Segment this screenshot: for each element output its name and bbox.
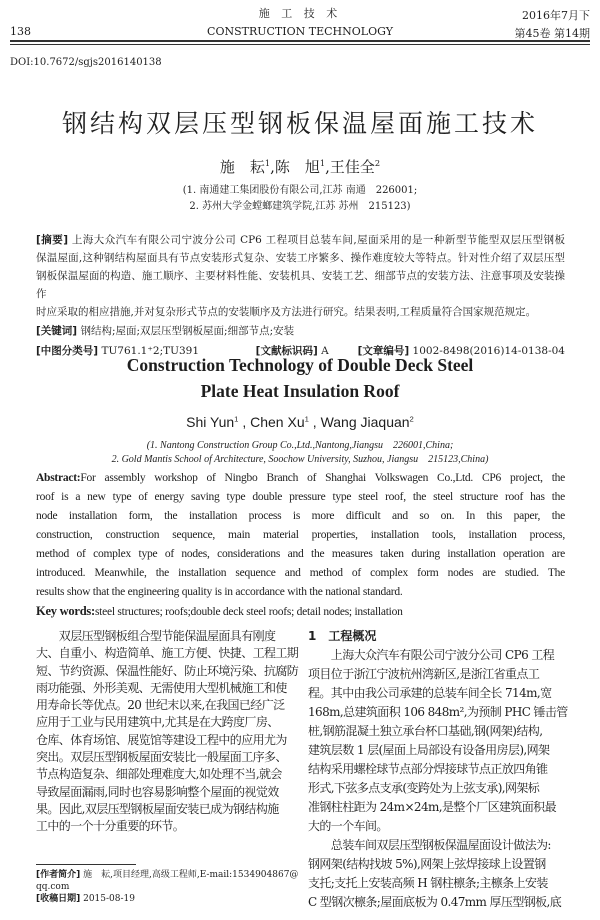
article-no-label: [文章编号] xyxy=(357,345,410,357)
body-line: 168m,总建筑面积 106 848m²,为预制 PHC 锤击管 xyxy=(308,705,568,719)
abstract-line: 钢板保温屋面的构造、施工顺序、主要材料性能、安装机具、安装工艺、细部节点的安装方法、注意事项及安装操作 xyxy=(36,270,565,300)
keywords-label: Key words: xyxy=(36,604,95,618)
issue-volume: 第45卷 第14期 xyxy=(514,27,590,40)
title-en-1: Construction Technology of Double Deck Steel xyxy=(126,355,474,375)
bio-text-cont: qq.com xyxy=(36,882,70,892)
body-line: 大的一个车间。 xyxy=(308,819,388,833)
keywords-cn xyxy=(36,322,565,340)
section-heading: 1 工程概况 xyxy=(308,629,377,643)
abstract-line: node installation form, the installation process is more difficult and so on. In this paper, the xyxy=(36,510,565,522)
abstract-line: introduced. Meanwhile, the installation sequence and method of complex form nodes are studied. The xyxy=(36,567,565,579)
abstract-text: 上海大众汽车有限公司宁波分公司 CP6 工程项目总装车间,屋面采用的是一种新型节能型双层压型钢板 xyxy=(71,234,565,246)
abstract-line: roof is a new type of energy saving type double pressure type steel roof, the steel structure roof has the xyxy=(36,491,565,503)
authors-cn: 施 耘$^1$,陈 旭$^1$,王佳全$^2$ xyxy=(219,158,381,176)
body-line: 用寿命长等优点。20 世纪末以来,在我国已经广泛 xyxy=(36,698,285,713)
body-line: 项目位于浙江宁波杭州湾新区,是浙江省重点工 xyxy=(308,667,540,681)
received-date xyxy=(36,893,298,905)
abstract-line: 时应采取的相应措施,并对复杂形式节点的安装顺序及方法进行研究。结果表明,工程质量符合国家规范规定。 xyxy=(36,306,537,318)
body-line: 果。因此,双层压型钢板屋面安装已成为钢结构施 xyxy=(36,801,279,816)
keywords-en xyxy=(36,602,565,622)
keywords-text: steel structures; roofs;double deck steel roofs; detail nodes; installation xyxy=(94,606,403,618)
body-left-column xyxy=(36,628,299,836)
body-line: 上海大众汽车有限公司宁波分公司 CP6 工程 xyxy=(308,648,555,662)
date-text: 2015-08-19 xyxy=(83,894,135,904)
keywords-label: [关键词] xyxy=(36,325,78,337)
keywords-text: 钢结构;屋面;双层压型钢板屋面;细部节点;安装 xyxy=(80,325,295,337)
body-line: 总装车间双层压型钢板保温屋面设计做法为: xyxy=(308,838,551,852)
author-name: Shi Yun xyxy=(186,414,235,430)
author-sup: 1 xyxy=(234,414,239,424)
body-line: 短、节约资源、保温性能好、防止环境污染、抗腐防 xyxy=(36,663,299,678)
author-sup: 2 xyxy=(374,158,381,168)
author-bio xyxy=(36,869,298,881)
body-line: 仓库、体育场馆、展览馆等建设工程中的应用尤为 xyxy=(36,732,287,747)
clc-label: [中图分类号] xyxy=(36,345,99,357)
body-line: 双层压型钢板组合型节能保温屋面具有刚度 xyxy=(36,629,276,643)
body-line: 桩,钢筋混凝土独立承台杯口基础,钢(网架)结构, xyxy=(308,724,543,738)
body-line: 雨功能强、外形美观、无需使用大型机械施工和使 xyxy=(36,680,287,695)
affiliation-en-1: (1. Nantong Construction Group Co.,Ltd.,Nantong,Jiangsu 226001,China; xyxy=(146,440,454,451)
body-right-column xyxy=(308,627,570,912)
affiliation-cn-1: (1. 南通建工集团股份有限公司,江苏 南通 226001; xyxy=(182,185,418,196)
body-line: 突出。双层压型钢板屋面安装比一般屋面工序多、 xyxy=(36,750,287,765)
body-line: 钢网架(结构找坡 5%),网架上弦焊接球上设置钢 xyxy=(308,857,546,871)
article-no-text: 1002-8498(2016)14-0138-04 xyxy=(412,345,565,357)
clc-text: TU761.1⁺2;TU391 xyxy=(101,345,200,357)
body-line: 应用于工业与民用建筑中,尤其是在大跨度厂房、 xyxy=(36,715,279,730)
footnote-rule xyxy=(36,864,136,865)
abstract-label: Abstract: xyxy=(36,472,81,484)
abstract-line: 保温屋面,这种钢结构屋面具有节点安装形式复杂、安装工序繁多、操作难度较大等特点。针对性介绍了双层压型 xyxy=(36,252,565,264)
author-name: 王佳全 xyxy=(329,158,375,176)
body-line: 导致屋面漏雨,同时也容易影响整个屋面的视觉效 xyxy=(36,784,279,799)
doi: DOI:10.7672/sgjs2016140138 xyxy=(10,57,162,68)
journal-name-cn: 施 工 技 术 xyxy=(258,7,342,20)
body-line: 大、自重小、构造简单、施工方便、快捷、工程工期 xyxy=(36,646,299,661)
body-line: 形式,下弦多点支承(变跨处为上弦支承),网架标 xyxy=(308,781,540,795)
header-rule xyxy=(10,40,590,42)
body-line: 结构采用螺栓球节点部分焊接球节点正放四角锥 xyxy=(308,762,548,776)
doc-code-label: [文献标识码] xyxy=(255,345,318,357)
abstract-en xyxy=(36,469,565,622)
body-line: 准钢柱柱距为 24m×24m,是整个厂区建筑面积最 xyxy=(308,800,556,814)
author-name: Chen Xu xyxy=(250,414,305,430)
body-line: 程。其中由我公司承建的总装车间全长 714m,宽 xyxy=(308,686,552,700)
author-sup: 1 xyxy=(264,158,271,168)
abstract-line: results show that the engineering quality is in accordance with the national standard. xyxy=(36,586,403,598)
abstract-text: For assembly workshop of Ningbo Branch of Shanghai Volkswagen Co.,Ltd. CP6 project, the xyxy=(80,472,565,484)
abstract-line xyxy=(36,469,565,488)
footnote xyxy=(36,869,298,905)
abstract-label: [摘要] xyxy=(36,234,68,246)
bio-label: [作者简介] xyxy=(36,870,81,880)
author-sup: 1 xyxy=(304,414,309,424)
date-label: [收稿日期] xyxy=(36,894,81,904)
issue-date: 2016年7月下 xyxy=(522,9,590,22)
doc-code-text: A xyxy=(321,345,329,357)
abstract-line xyxy=(36,231,565,249)
body-line: 工中的一个十分重要的环节。 xyxy=(36,819,185,834)
body-line: C 型钢次檩条;屋面底板为 0.47mm 厚压型钢板,底 xyxy=(308,895,562,909)
journal-name-en: CONSTRUCTION TECHNOLOGY xyxy=(207,25,393,38)
header-rule-thin xyxy=(10,44,590,45)
title-cn: 钢结构双层压型钢板保温屋面施工技术 xyxy=(61,109,538,138)
bio-text: 施 耘,项目经理,高级工程师,E-mail:1534904867@ xyxy=(83,870,299,880)
affiliation-en-2: 2. Gold Mantis School of Architecture, Soochow University, Suzhou, Jiangsu 215123,China) xyxy=(111,454,489,465)
body-line: 支托;支托上安装高频 H 钢柱檩条;主檩条上安装 xyxy=(308,876,548,890)
author-name: 施 耘 xyxy=(219,158,265,176)
authors-en: Shi Yun$^1$ , Chen Xu$^1$ , Wang Jiaquan$^2$ xyxy=(186,414,414,430)
author-sup: 1 xyxy=(319,158,326,168)
body-line: 节点构造复杂、细部处理难度大,如处理不当,就会 xyxy=(36,767,282,782)
affiliation-cn-2: 2. 苏州大学金螳螂建筑学院,江苏 苏州 215123) xyxy=(189,201,411,212)
author-name: 陈 旭 xyxy=(274,158,320,176)
title-en-2: Plate Heat Insulation Roof xyxy=(200,381,400,401)
body-line: 建筑层数 1 层(屋面上局部设有设备用房层),网架 xyxy=(308,743,550,757)
page-number: 138 xyxy=(10,25,31,38)
author-name: Wang Jiaquan xyxy=(320,414,410,430)
author-sup: 2 xyxy=(409,414,414,424)
abstract-line: method of complex type of nodes, considerations and the measures taken during installation operation are xyxy=(36,548,565,560)
abstract-line: construction, construction sequence, main material properties, installation tools, installation process, xyxy=(36,529,565,541)
abstract-cn xyxy=(36,231,565,360)
